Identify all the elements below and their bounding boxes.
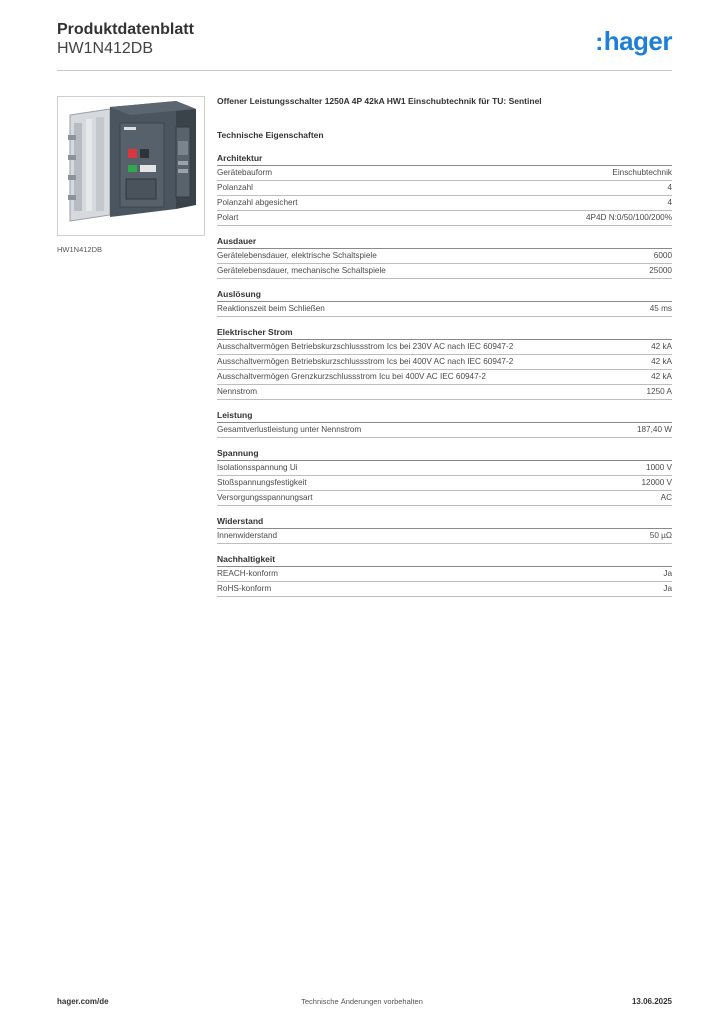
- section-heading: Nachhaltigkeit: [217, 554, 672, 567]
- spec-content: [217, 96, 672, 607]
- spec-label: Polart: [217, 213, 239, 222]
- spec-value: Einschubtechnik: [612, 168, 672, 177]
- spec-value: 6000: [653, 251, 672, 260]
- spec-row: [217, 476, 672, 491]
- spec-label: REACH-konform: [217, 569, 278, 578]
- spec-label: Gesamtverlustleistung unter Nennstrom: [217, 425, 362, 434]
- circuit-breaker-illustration: [58, 97, 204, 235]
- spec-section: [217, 289, 672, 317]
- product-code: HW1N412DB: [57, 40, 154, 57]
- spec-row: [217, 370, 672, 385]
- spec-value: 42 kA: [651, 357, 672, 366]
- spec-row: [217, 211, 672, 226]
- spec-section: [217, 327, 672, 400]
- section-heading: Leistung: [217, 410, 672, 423]
- spec-value: Ja: [663, 584, 672, 593]
- spec-label: Polanzahl: [217, 183, 253, 192]
- spec-value: 42 kA: [651, 372, 672, 381]
- spec-value: 187,40 W: [636, 425, 672, 434]
- spec-section: [217, 236, 672, 279]
- spec-row: [217, 385, 672, 400]
- spec-label: Stoßspannungsfestigkeit: [217, 478, 307, 487]
- spec-row: [217, 567, 672, 582]
- spec-row: [217, 166, 672, 181]
- spec-value: 45 ms: [649, 304, 672, 313]
- spec-row: [217, 461, 672, 476]
- tech-properties-heading: Technische Eigenschaften: [217, 130, 324, 140]
- section-heading: Architektur: [217, 153, 672, 166]
- spec-row: [217, 340, 672, 355]
- footer-date: 13.06.2025: [631, 997, 672, 1006]
- spec-label: Innenwiderstand: [217, 531, 278, 540]
- spec-section: [217, 153, 672, 226]
- spec-value: 1250 A: [646, 387, 672, 396]
- spec-label: Polanzahl abgesichert: [217, 198, 298, 207]
- spec-value: 1000 V: [646, 463, 672, 472]
- page-title: Produktdatenblatt: [57, 21, 194, 38]
- spec-value: 12000 V: [641, 478, 672, 487]
- spec-label: Isolationsspannung Ui: [217, 463, 298, 472]
- spec-value: 25000: [649, 266, 672, 275]
- spec-label: Ausschaltvermögen Betriebskurzschlussstrom Ics bei 230V AC nach IEC 60947-2: [217, 342, 514, 351]
- product-image: [57, 96, 205, 236]
- logo-text: hager: [603, 26, 672, 56]
- spec-label: Ausschaltvermögen Grenzkurzschlussstrom Icu bei 400V AC IEC 60947-2: [217, 372, 486, 381]
- spec-value: 50 µΩ: [649, 531, 672, 540]
- spec-row: [217, 302, 672, 317]
- spec-row: [217, 491, 672, 506]
- section-heading: Ausdauer: [217, 236, 672, 249]
- spec-value: 4: [667, 198, 672, 207]
- spec-row: [217, 181, 672, 196]
- spec-row: [217, 355, 672, 370]
- spec-value: 4: [667, 183, 672, 192]
- spec-value: 4P4D N:0/50/100/200%: [585, 213, 672, 222]
- spec-label: Gerätelebensdauer, mechanische Schaltspiele: [217, 266, 386, 275]
- footer-website: hager.com/de: [57, 997, 109, 1006]
- product-description: Offener Leistungsschalter 1250A 4P 42kA HW1 Einschubtechnik für TU: Sentinel: [217, 96, 542, 106]
- spec-row: [217, 529, 672, 544]
- header-divider: [57, 70, 672, 71]
- footer-notice: Technische Änderungen vorbehalten: [301, 997, 423, 1006]
- section-heading: Elektrischer Strom: [217, 327, 672, 340]
- image-caption: HW1N412DB: [57, 245, 103, 254]
- spec-row: [217, 423, 672, 438]
- spec-value: Ja: [663, 569, 672, 578]
- spec-row: [217, 582, 672, 597]
- spec-label: Nennstrom: [217, 387, 258, 396]
- spec-label: Ausschaltvermögen Betriebskurzschlussstrom Ics bei 400V AC nach IEC 60947-2: [217, 357, 514, 366]
- spec-label: Reaktionszeit beim Schließen: [217, 304, 325, 313]
- spec-section: [217, 516, 672, 544]
- section-heading: Spannung: [217, 448, 672, 461]
- spec-label: RoHS-konform: [217, 584, 272, 593]
- spec-section: [217, 410, 672, 438]
- hager-logo: :hager: [595, 26, 672, 56]
- section-heading: Widerstand: [217, 516, 672, 529]
- spec-section: [217, 554, 672, 597]
- spec-label: Gerätelebensdauer, elektrische Schaltspiele: [217, 251, 377, 260]
- spec-value: AC: [660, 493, 672, 502]
- section-heading: Auslösung: [217, 289, 672, 302]
- spec-label: Gerätebauform: [217, 168, 273, 177]
- spec-label: Versorgungsspannungsart: [217, 493, 313, 502]
- spec-value: 42 kA: [651, 342, 672, 351]
- spec-row: [217, 249, 672, 264]
- spec-sections: [217, 153, 672, 597]
- spec-row: [217, 264, 672, 279]
- spec-section: [217, 448, 672, 506]
- spec-row: [217, 196, 672, 211]
